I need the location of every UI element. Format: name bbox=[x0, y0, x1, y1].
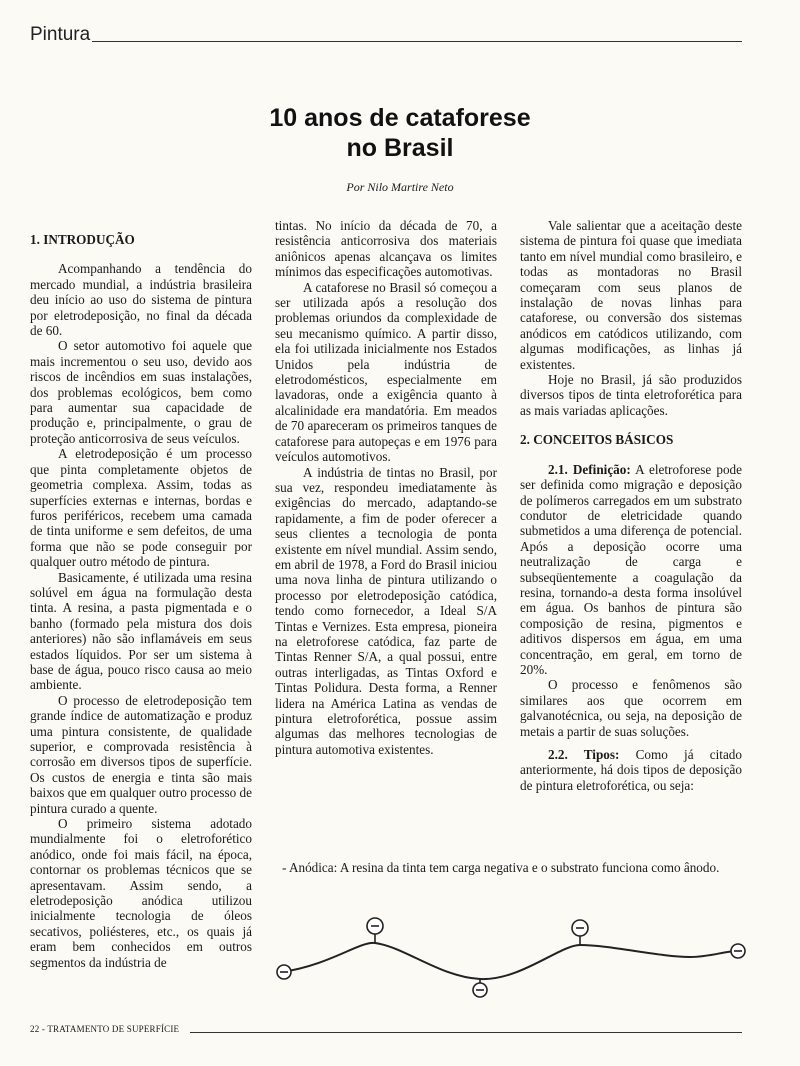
anodic-deposition-diagram bbox=[270, 905, 750, 1005]
paragraph: Acompanhando a tendência do mercado mundial, a indústria brasileira deu início ao uso do sistema de pintura por eletrodeposição, no final da década de 60. bbox=[30, 261, 252, 339]
negative-charge-icon bbox=[731, 944, 745, 958]
subsection-tipos bbox=[520, 747, 742, 793]
title-line-2: no Brasil bbox=[346, 134, 454, 162]
negative-charge-icon bbox=[473, 979, 487, 997]
paragraph: A cataforese no Brasil só começou a ser utilizada após a resolução dos problemas oriundos da complexidade de seu mecanismo químico. A partir disso, ela foi utilizada inicialmente nos Estados Unidos pela indústria de eletrodomésticos, especialmente em lavadoras, onde a exigência quanto à alcalinidade era mandatória. Em meados de 70 apareceram os primeiros tanques de cataforese para autopeças e em 1976 para veículos automotivos. bbox=[275, 279, 497, 465]
article-title bbox=[0, 103, 800, 163]
negative-charge-icon bbox=[277, 965, 291, 979]
paragraph: O primeiro sistema adotado mundialmente foi o eletroforético anódico, onde foi mais fácil, na época, contornar os problemas técnicos que se apresentavam. Assim sendo, a eletrodeposição anódica utilizou inicialmente tecnologia de óleos secativos, poliésteres, etc., os quais já eram bem conhecidos em outros segmentos da indústria de bbox=[30, 816, 252, 970]
anodica-text: - Anódica: A resina da tinta tem carga negativa e o substrato funciona como ânodo. bbox=[282, 860, 720, 875]
substrate-wave bbox=[282, 943, 737, 979]
paragraph: O processo de eletrodeposição tem grande índice de automatização e produz uma pintura consistente, de qualidade superior, e comprovada resistência à corrosão em diversos tipos de superfície. Os custos de energia e tinta são mais baixos que em qualquer outro processo de pintura curado a quente. bbox=[30, 692, 252, 816]
paragraph: O setor automotivo foi aquele que mais incrementou o seu uso, devido aos riscos de incêndios em suas instalações, dos problemas ecológicos, bem como para aumentar sua capacidade de produção e, principalmente, o grau de proteção anticorrosiva de seus veículos. bbox=[30, 338, 252, 446]
paragraph: tintas. No início da década de 70, a resistência anticorrosiva dos materiais aniônicos apenas alcançava os limites mínimos das especificações automotivas. bbox=[275, 218, 497, 280]
paragraph: O processo e fenômenos são similares aos que ocorrem em galvanotécnica, ou seja, na deposição de metais a partir de suas soluções. bbox=[520, 677, 742, 739]
footer-label: 22 - TRATAMENTO DE SUPERFÍCIE bbox=[30, 1024, 180, 1034]
column-3 bbox=[520, 218, 742, 793]
subsection-title: 2.1. Definição: bbox=[548, 461, 631, 477]
footer-rule bbox=[190, 1032, 742, 1033]
subsection-title: 2.2. Tipos: bbox=[548, 747, 620, 762]
subsection-text: A eletroforese pode ser definida como migração e deposição de polímeros carregados em um substrato condutor de eletricidade quando submetidos a uma diferença de potencial. Após a deposição ocorre uma neutralização de carga e subseqüentemente a coagulação da resina, tornando-a desta forma insolúvel em água. Os banhos de pintura são composição de resina, pigmentos e aditivos dispersos em água, em uma concentração, em geral, em torno de 20%. bbox=[520, 461, 742, 677]
subsection-text: Como já citado anteriormente, há dois tipos de deposição de pintura eletroforética, ou seja: bbox=[520, 747, 742, 793]
heading-conceitos-basicos: 2. CONCEITOS BÁSICOS bbox=[520, 432, 674, 448]
subsection-definicao bbox=[520, 462, 742, 678]
paragraph: A indústria de tintas no Brasil, por sua vez, respondeu imediatamente às exigências do mercado, adaptando-se rapidamente, a fim de poder oferecer a seus clientes a tecnologia de ponta existente em nível mundial. Assim sendo, em abril de 1978, a Ford do Brasil iniciou uma nova linha de pintura utilizando o processo por eletrodeposição catódica, tendo como fornecedor, a Ideal S/A Tintas e Vernizes. Esta empresa, pioneira na eletroforese catódica, faz parte de Tintas Renner S/A, a qual possui, entre outras interligadas, as Tintas Oxford e Tintas Polidura. Desta forma, a Renner lidera na América Latina as vendas de pintura eletroforética, possue assim algumas das melhores tecnologias de pintura automotiva existentes. bbox=[275, 464, 497, 757]
paragraph: Vale salientar que a aceitação deste sistema de pintura foi quase que imediata tanto em nível mundial como brasileiro, e todas as montadoras no Brasil começaram com seus planos de instalação de novas linhas para cataforese, ou conversão dos sistemas anódicos em catódicos utilizando, com algumas modificações, as linhas já existentes. bbox=[520, 218, 742, 372]
title-line-1: 10 anos de cataforese bbox=[269, 104, 531, 132]
paragraph: A eletrodeposição é um processo que pinta completamente objetos de geometria complexa. Assim, todas as superfícies externas e internas, bordas e furos periféricos, recebem uma camada de tinta uniforme e sem defeitos, de uma forma que não se pode conseguir por qualquer outro método de pintura. bbox=[30, 446, 252, 570]
header-rule bbox=[92, 41, 742, 42]
negative-charge-icon bbox=[572, 920, 588, 945]
column-1 bbox=[30, 232, 252, 970]
byline: Por Nilo Martire Neto bbox=[346, 180, 454, 194]
paragraph: Hoje no Brasil, já são produzidos diversos tipos de tinta eletroforética para as mais variadas aplicações. bbox=[520, 372, 742, 418]
paragraph: Basicamente, é utilizada uma resina solúvel em água na formulação desta tinta. A resina, a pasta pigmentada e o banho (formado pela mistura dos dois anteriores) não são inflamáveis em seus estados líquidos. Por ser um sistema à base de água, pouco risco causa ao meio ambiente. bbox=[30, 569, 252, 693]
column-2 bbox=[275, 218, 497, 757]
heading-introducao: 1. INTRODUÇÃO bbox=[30, 232, 135, 247]
negative-charge-icon bbox=[367, 918, 383, 943]
section-label: Pintura bbox=[30, 24, 91, 45]
